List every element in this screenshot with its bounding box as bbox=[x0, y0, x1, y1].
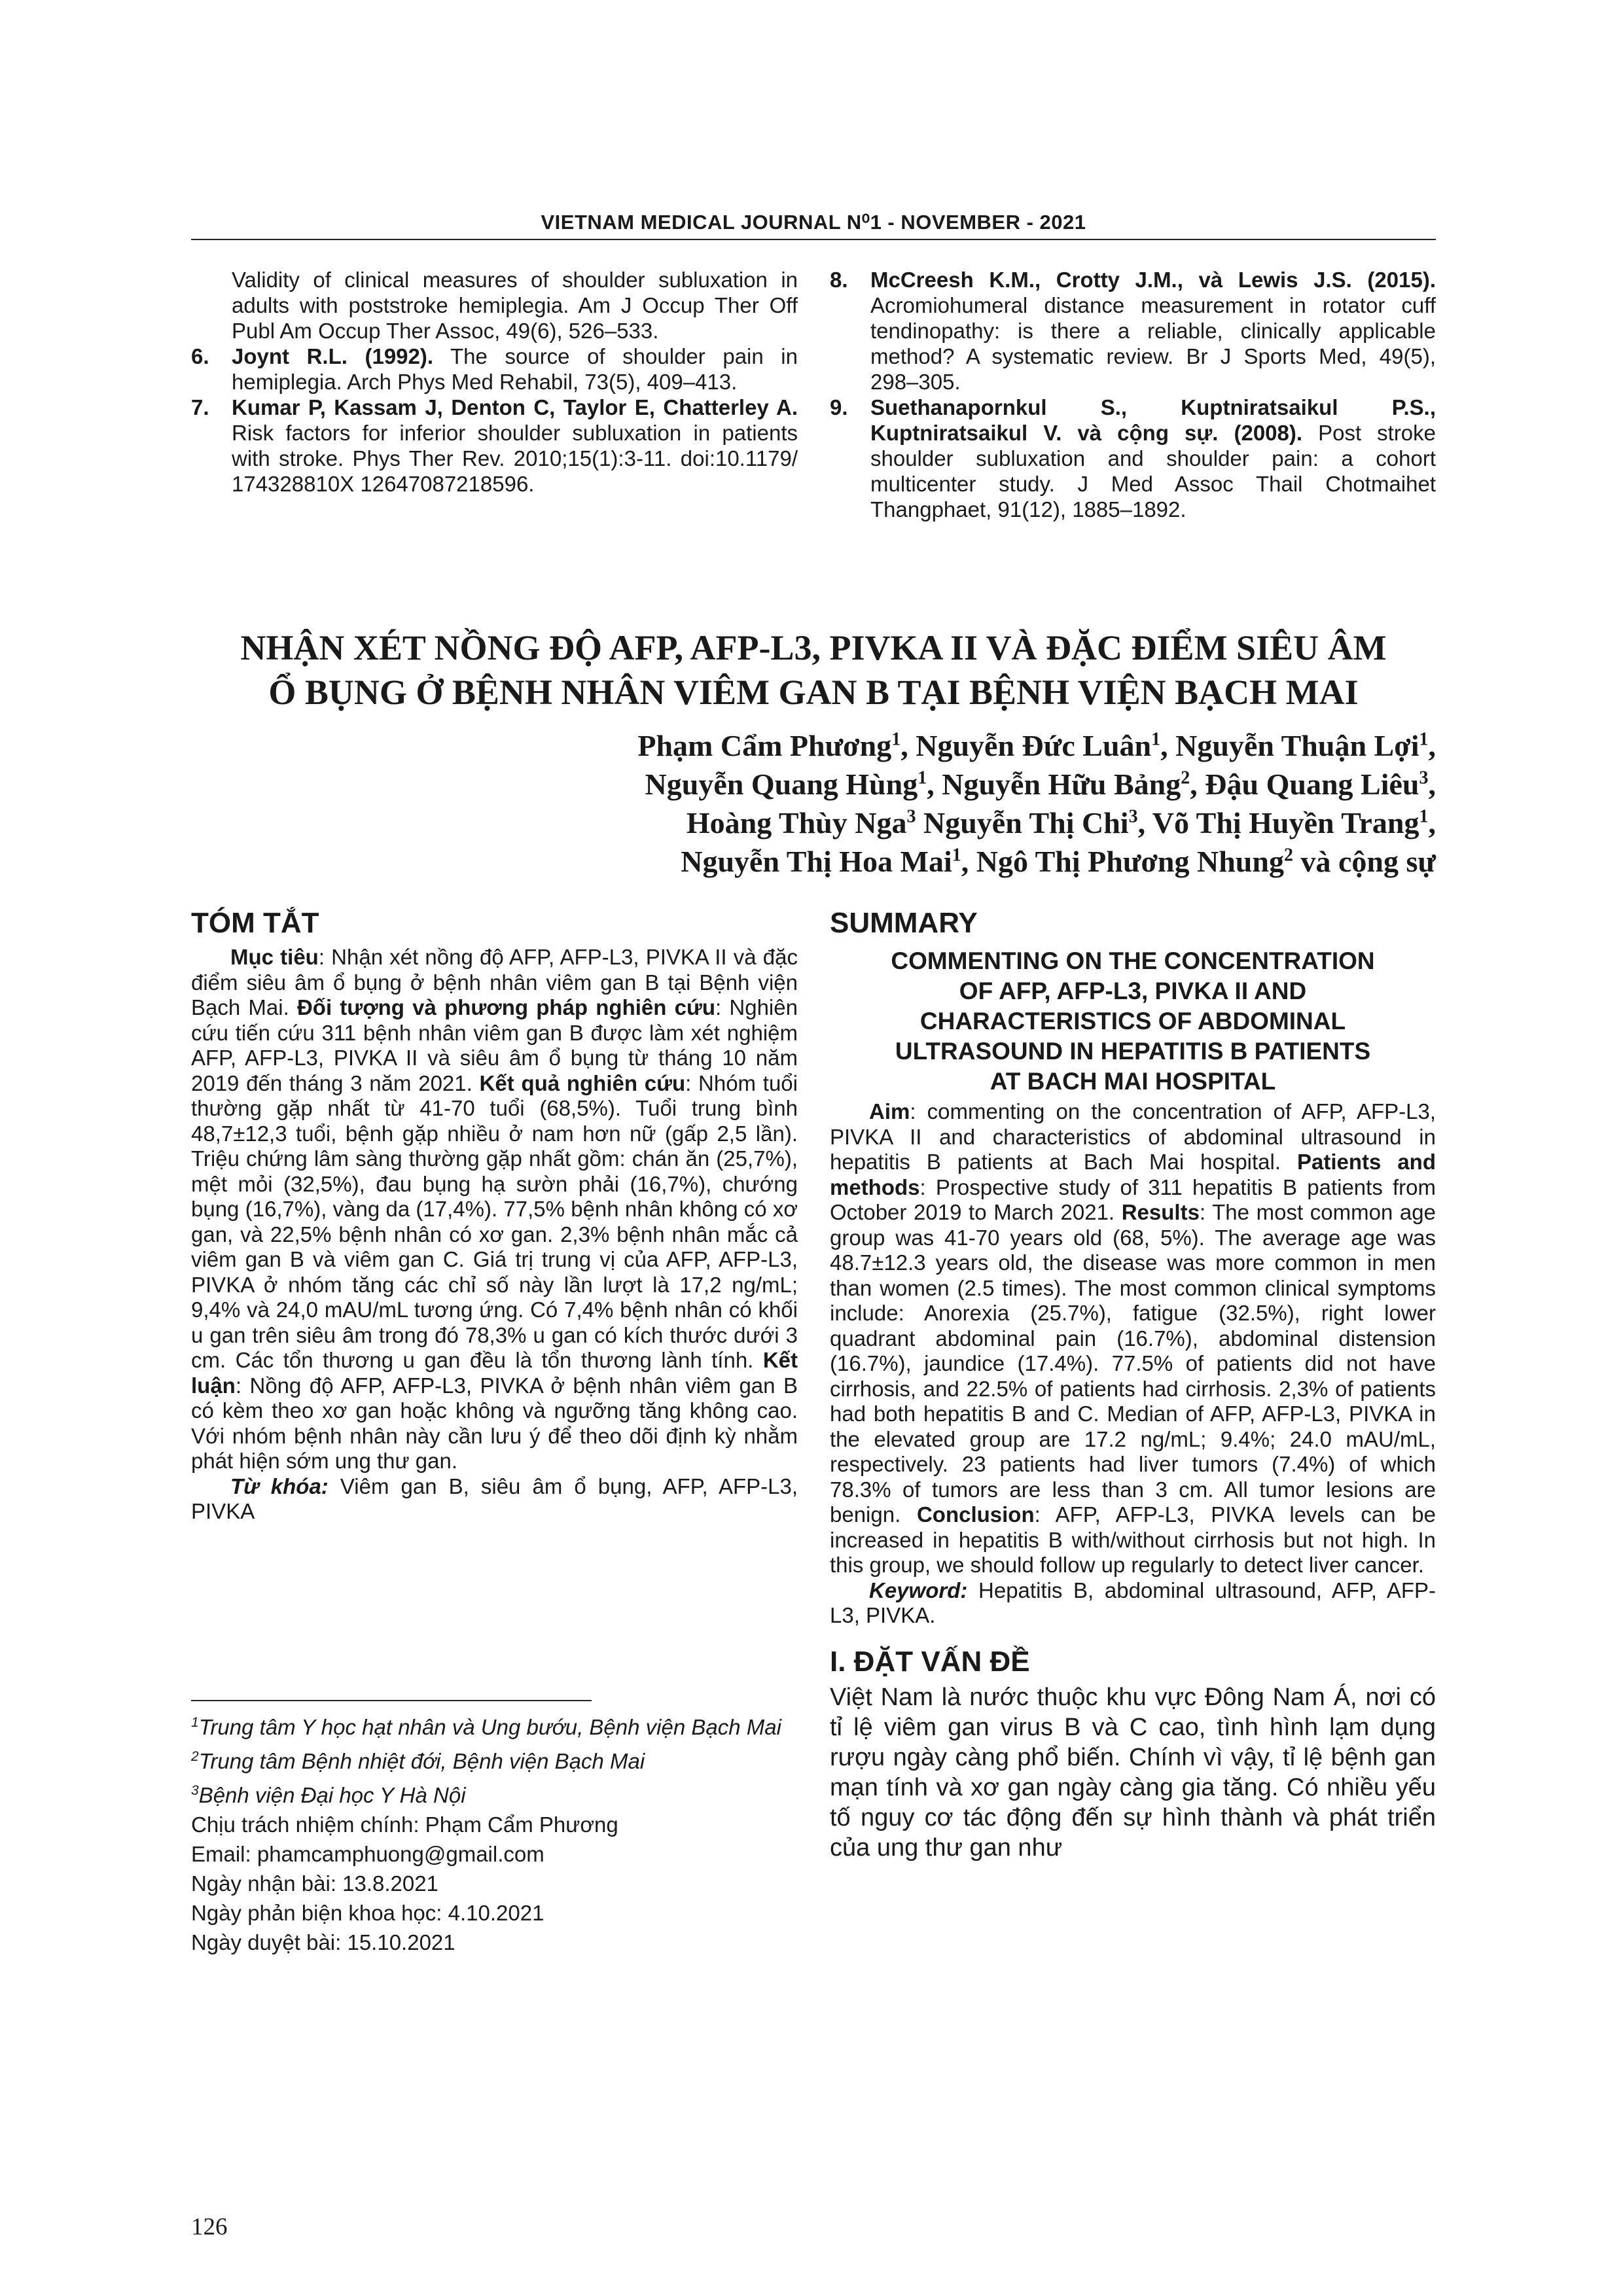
author: Phạm Cẩm Phương bbox=[637, 729, 892, 762]
summary-heading: SUMMARY bbox=[830, 907, 978, 939]
article-title bbox=[191, 626, 1436, 715]
reference-text: Risk factors for inferior shoulder subluxation in patients with stroke. Phys Ther Rev. 2010;15(1):3-11. doi:10.1179/ 174328810X 12647087218596. bbox=[232, 421, 798, 496]
affiliation-mark: 2 bbox=[1181, 768, 1190, 788]
reference-6 bbox=[191, 344, 798, 395]
author: Đậu Quang Liêu bbox=[1205, 768, 1419, 801]
author: Ngô Thị Phương Nhung bbox=[976, 845, 1284, 878]
author: Hoàng Thùy Nga bbox=[686, 806, 907, 839]
running-header: VIETNAM MEDICAL JOURNAL N⁰1 - NOVEMBER - 2021 bbox=[541, 211, 1086, 234]
references-left bbox=[191, 267, 798, 497]
author: Nguyễn Đức Luân bbox=[916, 729, 1152, 762]
date-accepted: Ngày duyệt bài: 15.10.2021 bbox=[191, 1930, 455, 1954]
reference-text: Acromiohumeral distance measurement in rotator cuff tendinopathy: is there a reliable, clinically applicable method? A systematic review. Br J Sports Med, 49(5), 298–305. bbox=[870, 293, 1436, 394]
summary-english bbox=[830, 907, 1436, 1863]
label-conclusion: Conclusion bbox=[916, 1502, 1035, 1527]
reference-number: 6. bbox=[191, 344, 209, 368]
references-right bbox=[830, 267, 1436, 522]
author: Nguyễn Hữu Bảng bbox=[942, 768, 1181, 801]
affiliation-2: $^2$Trung tâm Bệnh nhiệt đới, Bệnh viện Bạch Mai bbox=[191, 1749, 645, 1773]
footnotes bbox=[191, 1708, 798, 1957]
reference-number: 8. bbox=[830, 268, 848, 292]
header-rule bbox=[191, 239, 1436, 240]
author: Nguyễn Quang Hùng bbox=[645, 768, 918, 801]
affiliation-mark: 1 bbox=[891, 729, 901, 750]
reference-9 bbox=[830, 395, 1436, 522]
abstract-keywords: Từ khóa: Viêm gan B, siêu âm ổ bụng, AFP, AFP-L3, PIVKA bbox=[191, 1474, 798, 1523]
introduction-body: Việt Nam là nước thuộc khu vực Đông Nam Á, nơi có tỉ lệ viêm gan virus B và C cao, tình hình lạm dụng rượu ngày càng phổ biến. Chính vì vậy, tỉ lệ bệnh gan mạn tính và xơ gan ngày càng gia tăng. Có nhiều yếu tố nguy cơ tác động đến sự hình thành và phát triển của ung thư gan như bbox=[830, 1683, 1436, 1862]
summary-title: COMMENTING ON THE CONCENTRATION OF AFP, AFP-L3, PIVKA II AND CHARACTERISTICS OF ABDOMINAL ULTRASOUND IN HEPATITIS B PATIENTS AT BACH MAI HOSPITAL bbox=[891, 947, 1375, 1095]
keywords-label: Keyword: bbox=[869, 1578, 968, 1602]
page-number: 126 bbox=[191, 2214, 228, 2240]
author-line-4: Nguyễn Thị Hoa Mai$^1$, Ngô Thị Phương Nhung$^2$ và cộng sự bbox=[681, 845, 1436, 878]
label-conclusion: Kết luận bbox=[191, 1348, 798, 1398]
footnote-rule bbox=[191, 1700, 592, 1701]
reference-7 bbox=[191, 395, 798, 497]
affiliation-mark: 1 bbox=[952, 845, 961, 866]
corresponding-author: Chịu trách nhiệm chính: Phạm Cẩm Phương bbox=[191, 1812, 618, 1837]
author-line-3: Hoàng Thùy Nga$^3$ Nguyễn Thị Chi$^3$, Võ Thị Huyền Trang$^1$, bbox=[686, 806, 1436, 839]
label-methods: Đối tượng và phương pháp nghiên cứu bbox=[296, 995, 716, 1019]
abstract-body: Mục tiêu: Nhận xét nồng độ AFP, AFP-L3, PIVKA II và đặc điểm siêu âm ổ bụng ở bệnh nhân viêm gan B tại Bệnh viện Bạch Mai. Đối tượng và phương pháp nghiên cứu: Nghiên cứu tiến cứu 311 bệnh nhân viêm gan B được làm xét nghiệm AFP, AFP-L3, PIVKA II và siêu âm ổ bụng từ tháng 10 năm 2019 đến tháng 3 năm 2021. Kết quả nghiên cứu: Nhóm tuổi thường gặp nhất từ 41-70 tuổi (68,5%). Tuổi trung bình 48,7±12,3 tuổi, bệnh gặp nhiều ở nam hơn nữ (gấp 2,5 lần). Triệu chứng lâm sàng thường gặp nhất gồm: chán ăn (25,7%), mệt mỏi (32,5%), đau bụng hạ sườn phải (16,7%), chướng bụng (16,7%), vàng da (17,4%). 77,5% bệnh nhân không có xơ gan, và 22,5% bệnh nhân có xơ gan. 2,3% bệnh nhân mắc cả viêm gan B và viêm gan C. Giá trị trung vị của AFP, AFP-L3, PIVKA ở nhóm tăng các chỉ số này lần lượt là 17,2 ng/mL; 9,4% và 24,0 mAU/mL tương ứng. Có 7,4% bệnh nhân có khối u gan trên siêu âm trong đó 78,3% u gan có kích thước dưới 3 cm. Các tổn thương u gan đều là tổn thương lành tính. Kết luận: Nồng độ AFP, AFP-L3, PIVKA ở bệnh nhân viêm gan B có kèm theo xơ gan hoặc không và ngưỡng tăng không cao. Với nhóm bệnh nhân này cần lưu ý để theo dõi định kỳ nhằm phát hiện sớm ung thư gan. bbox=[191, 945, 798, 1473]
abstract-heading: TÓM TẮT bbox=[191, 907, 319, 939]
email: Email: phamcamphuong@gmail.com bbox=[191, 1842, 544, 1866]
author-line-2: Nguyễn Quang Hùng$^1$, Nguyễn Hữu Bảng$^2$, Đậu Quang Liêu$^3$, bbox=[645, 768, 1436, 801]
reference-authors: Joynt R.L. (1992). bbox=[232, 344, 434, 368]
introduction-heading: I. ĐẶT VẤN ĐỀ bbox=[830, 1645, 1030, 1678]
summary-keywords: Keyword: Hepatitis B, abdominal ultrasound, AFP, AFP-L3, PIVKA. bbox=[830, 1578, 1436, 1627]
affiliation-3: $^3$Bệnh viện Đại học Y Hà Nội bbox=[191, 1783, 466, 1807]
reference-continuation: Validity of clinical measures of shoulder subluxation in adults with poststroke hemiplegia. Am J Occup Ther Off Publ Am Occup Ther Assoc, 49(6), 526–533. bbox=[232, 268, 798, 343]
author: Nguyễn Thị Hoa Mai bbox=[681, 845, 952, 878]
reference-8 bbox=[830, 267, 1436, 395]
keywords-label: Từ khóa: bbox=[230, 1474, 329, 1498]
label-results: Kết quả nghiên cứu bbox=[479, 1070, 686, 1095]
affiliation-mark: 3 bbox=[1419, 768, 1429, 788]
reference-text: The source of shoulder pain in hemiplegia. Arch Phys Med Rehabil, 73(5), 409–413. bbox=[232, 344, 798, 394]
date-reviewed: Ngày phản biện khoa học: 4.10.2021 bbox=[191, 1901, 544, 1925]
label-aim: Aim bbox=[869, 1099, 910, 1123]
affiliation-mark: 2 bbox=[1283, 845, 1293, 866]
reference-authors: Kumar P, Kassam J, Denton C, Taylor E, Chatterley A. bbox=[232, 395, 798, 419]
label-objective: Mục tiêu bbox=[230, 945, 319, 969]
affiliation-mark: 1 bbox=[1151, 729, 1161, 750]
label-results: Results bbox=[1121, 1200, 1200, 1224]
label-methods: Patients and methods bbox=[830, 1150, 1436, 1199]
affiliation-mark: 1 bbox=[1419, 729, 1429, 750]
author: Nguyễn Thuận Lợi bbox=[1175, 729, 1419, 762]
reference-number: 9. bbox=[830, 395, 848, 419]
title-line-1: NHẬN XÉT NỒNG ĐỘ AFP, AFP-L3, PIVKA II VÀ ĐẶC ĐIỂM SIÊU ÂM bbox=[240, 628, 1387, 667]
author-list bbox=[366, 726, 1436, 881]
title-line-2: Ổ BỤNG Ở BỆNH NHÂN VIÊM GAN B TẠI BỆNH VIỆN BẠCH MAI bbox=[268, 673, 1359, 712]
date-received: Ngày nhận bài: 13.8.2021 bbox=[191, 1871, 438, 1896]
abstract-vietnamese bbox=[191, 907, 798, 1525]
reference-authors: McCreesh K.M., Crotty J.M., và Lewis J.S. (2015). bbox=[870, 268, 1436, 292]
affiliation-1: $^1$Trung tâm Y học hạt nhân và Ung bướu, Bệnh viện Bạch Mai bbox=[191, 1715, 781, 1739]
affiliation-mark: 3 bbox=[1128, 806, 1138, 827]
author: Võ Thị Huyền Trang bbox=[1152, 806, 1419, 839]
reference-text: Post stroke shoulder subluxation and shoulder pain: a cohort multicenter study. J Med Assoc Thail Chotmaihet Thangphaet, 91(12), 1885–1892. bbox=[870, 421, 1436, 521]
author: Nguyễn Thị Chi bbox=[923, 806, 1129, 839]
affiliation-mark: 1 bbox=[918, 768, 927, 788]
reference-number: 7. bbox=[191, 395, 209, 419]
affiliation-mark: 3 bbox=[906, 806, 916, 827]
summary-body: Aim: commenting on the concentration of AFP, AFP-L3, PIVKA II and characteristics of abdominal ultrasound in hepatitis B patients at Bach Mai hospital. Patients and methods: Prospective study of 311 hepatitis B patients from October 2019 to March 2021. Results: The most common age group was 41-70 years old (68, 5%). The average age was 48.7±12.3 years old, the disease was more common in men than women (2.5 times). The most common clinical symptoms include: Anorexia (25.7%), fatigue (32.5%), right lower quadrant abdominal pain (16.7%), abdominal distension (16.7%), jaundice (17.4%). 77.5% of patients did not have cirrhosis, and 22.5% of patients had cirrhosis. 2,3% of patients had both hepatitis B and C. Median of AFP, AFP-L3, PIVKA in the elevated group are 17.2 ng/mL; 9.4%; 24.0 mAU/mL, respectively. 23 patients had liver tumors (7.4%) of which 78.3% of tumors are less than 3 cm. All tumor lesions are benign. Conclusion: AFP, AFP-L3, PIVKA levels can be increased in hepatitis B with/without cirrhosis but not high. In this group, we should follow up regularly to detect liver cancer. bbox=[830, 1099, 1436, 1577]
reference-authors: Suethanapornkul S., Kuptniratsaikul P.S., Kuptniratsaikul V. và cộng sự. (2008). bbox=[870, 395, 1436, 445]
author-line-1: Phạm Cẩm Phương$^1$, Nguyễn Đức Luân$^1$, Nguyễn Thuận Lợi$^1$, bbox=[637, 729, 1436, 762]
affiliation-mark: 1 bbox=[1419, 806, 1429, 827]
